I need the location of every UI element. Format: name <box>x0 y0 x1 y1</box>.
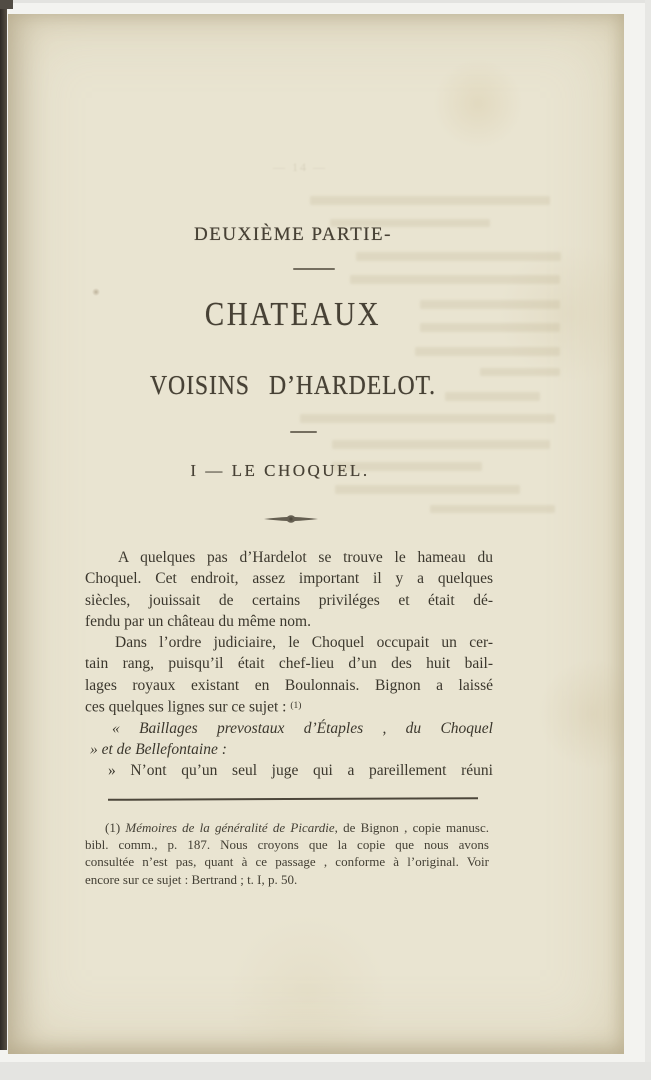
body-line: Dans l’ordre judiciaire, le Choquel occupait un cer- <box>115 634 493 652</box>
scan-bottom-margin <box>0 1062 651 1080</box>
bleed-through-line <box>332 440 550 449</box>
bleed-through-line <box>356 252 561 261</box>
chapter-title-line-2: VOISINS D’HARDELOT. <box>150 370 436 400</box>
part-heading: DEUXIÈME PARTIE- <box>194 224 392 245</box>
body-line: fendu par un château du même nom. <box>85 612 311 630</box>
divider-rule <box>290 431 317 433</box>
bleed-through-line <box>335 485 520 494</box>
quote-line: « Baillages prevostaux d’Étaples , du Choquel <box>112 719 493 737</box>
quote-line: » N’ont qu’un seul juge qui a pareillement réuni <box>108 762 493 780</box>
body-line <box>85 696 493 718</box>
bleed-through-line <box>310 196 550 205</box>
book-gutter-edge <box>0 9 7 1050</box>
chapter-title-line-1: CHATEAUX <box>204 296 382 333</box>
bleed-through-line <box>350 275 560 284</box>
divider-rule <box>293 268 335 270</box>
bleed-through-line <box>300 414 555 423</box>
bleed-through-line <box>415 347 560 356</box>
scan-right-margin <box>645 0 651 1080</box>
body-text <box>85 547 493 782</box>
body-line: A quelques pas d’Hardelot se trouve le hameau du <box>118 549 493 566</box>
scan-dark-corner <box>0 0 13 9</box>
bleed-through-line <box>480 368 560 376</box>
book-page <box>8 14 624 1054</box>
footnote-line: consultée n’est pas, quant à ce passage , conforme à l’original. Voir <box>85 854 489 870</box>
footnote-marker: (1) <box>105 820 126 835</box>
body-line: siècles, jouissait de certains priviléges et était dé- <box>85 591 493 609</box>
footnote-separator-rule <box>108 797 478 800</box>
ghost-page-number: — 14 — <box>273 160 327 174</box>
section-heading: I — LE CHOQUEL. <box>190 461 370 480</box>
body-line: Choquel. Cet endroit, assez important il y a quelques <box>85 570 493 588</box>
footnote-line: encore sur ce sujet : Bertrand ; t. I, p. 50. <box>85 871 298 887</box>
footnote <box>85 819 489 888</box>
body-line: tain rang, puisqu’il était chef-lieu d’un des huit bail- <box>85 655 493 673</box>
body-line: lages royaux existant en Boulonnais. Bignon a laissé <box>85 676 493 694</box>
footnote-reference: (1) <box>290 701 302 712</box>
footnote-line-text: , de Bignon , copie manusc. <box>334 820 489 835</box>
footnote-line: bibl. comm., p. 187. Nous croyons que la copie que nous avons <box>85 837 489 853</box>
tailpiece-ornament-icon <box>263 511 319 529</box>
body-line-text: ces quelques lignes sur ce sujet : <box>85 698 291 716</box>
bleed-through-line <box>430 505 555 513</box>
quote-line: » et de Bellefontaine : <box>90 741 227 759</box>
cited-work-title: Mémoires de la généralité de Picardie <box>125 820 335 835</box>
footnote-line <box>85 819 489 836</box>
scan-top-edge <box>0 0 651 3</box>
